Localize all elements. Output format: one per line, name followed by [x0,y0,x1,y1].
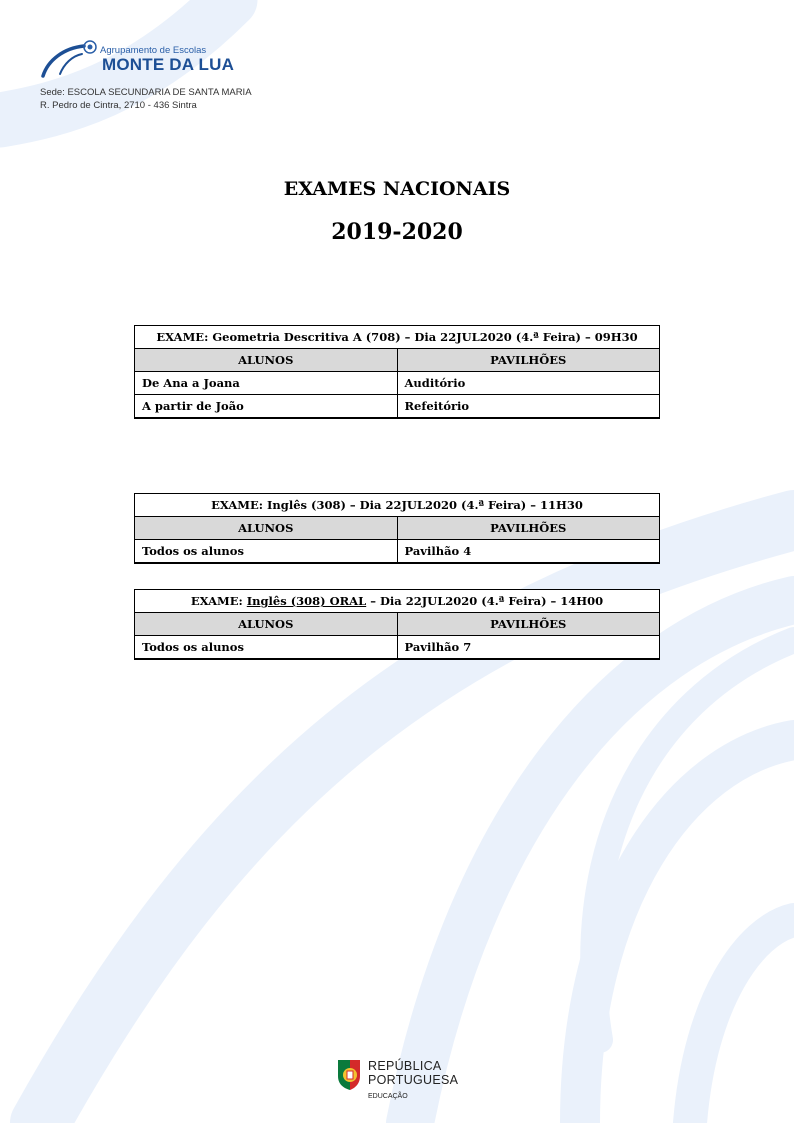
exam-table [134,589,660,660]
column-header-alunos: ALUNOS [135,613,398,636]
pavilhao-cell: Pavilhão 4 [397,540,660,563]
school-year: 2019-2020 [331,219,463,245]
column-header-pavilhoes: PAVILHÕES [397,517,660,540]
table-row [135,636,660,659]
letterhead [40,38,252,112]
column-header-alunos: ALUNOS [135,517,398,540]
caption-suffix: – Dia 22JUL2020 (4.ª Feira) – 14H00 [366,594,604,608]
coat-of-arms-icon [336,1058,362,1092]
column-header-alunos: ALUNOS [135,349,398,372]
table-row [135,540,660,563]
address-line-2: R. Pedro de Cintra, 2710 - 436 Sintra [40,100,197,111]
table-row [135,395,660,418]
exam-caption: EXAME: Inglês (308) – Dia 22JUL2020 (4.ª Feira) – 11H30 [135,494,660,517]
caption-prefix: EXAME: [190,594,247,608]
alunos-cell: A partir de João [135,395,398,418]
alunos-cell: De Ana a Joana [135,372,398,395]
exam-table [134,325,660,419]
address-line-1: Sede: ESCOLA SECUNDARIA DE SANTA MARIA [40,87,252,98]
alunos-cell: Todos os alunos [135,636,398,659]
footer-line-3: EDUCAÇÃO [368,1093,408,1100]
logo-subtitle: Agrupamento de Escolas [100,45,207,56]
logo-title: MONTE DA LUA [102,55,235,74]
footer-line-2: PORTUGUESA [368,1073,459,1087]
pavilhao-cell: Auditório [397,372,660,395]
alunos-cell: Todos os alunos [135,540,398,563]
column-header-pavilhoes: PAVILHÕES [397,349,660,372]
footer-line-1: REPÚBLICA [368,1059,442,1073]
document-title: EXAMES NACIONAIS [283,178,511,200]
moon-arc-icon [40,38,98,82]
school-logo [40,38,252,86]
pavilhao-cell: Refeitório [397,395,660,418]
column-header-pavilhoes: PAVILHÕES [397,613,660,636]
pavilhao-cell: Pavilhão 7 [397,636,660,659]
table-row [135,372,660,395]
exam-caption: EXAME: Geometria Descritiva A (708) – Dia 22JUL2020 (4.ª Feira) – 09H30 [135,326,660,349]
caption-underlined: Inglês (308) ORAL [246,594,367,608]
exam-table [134,493,660,564]
exam-caption [135,590,660,613]
